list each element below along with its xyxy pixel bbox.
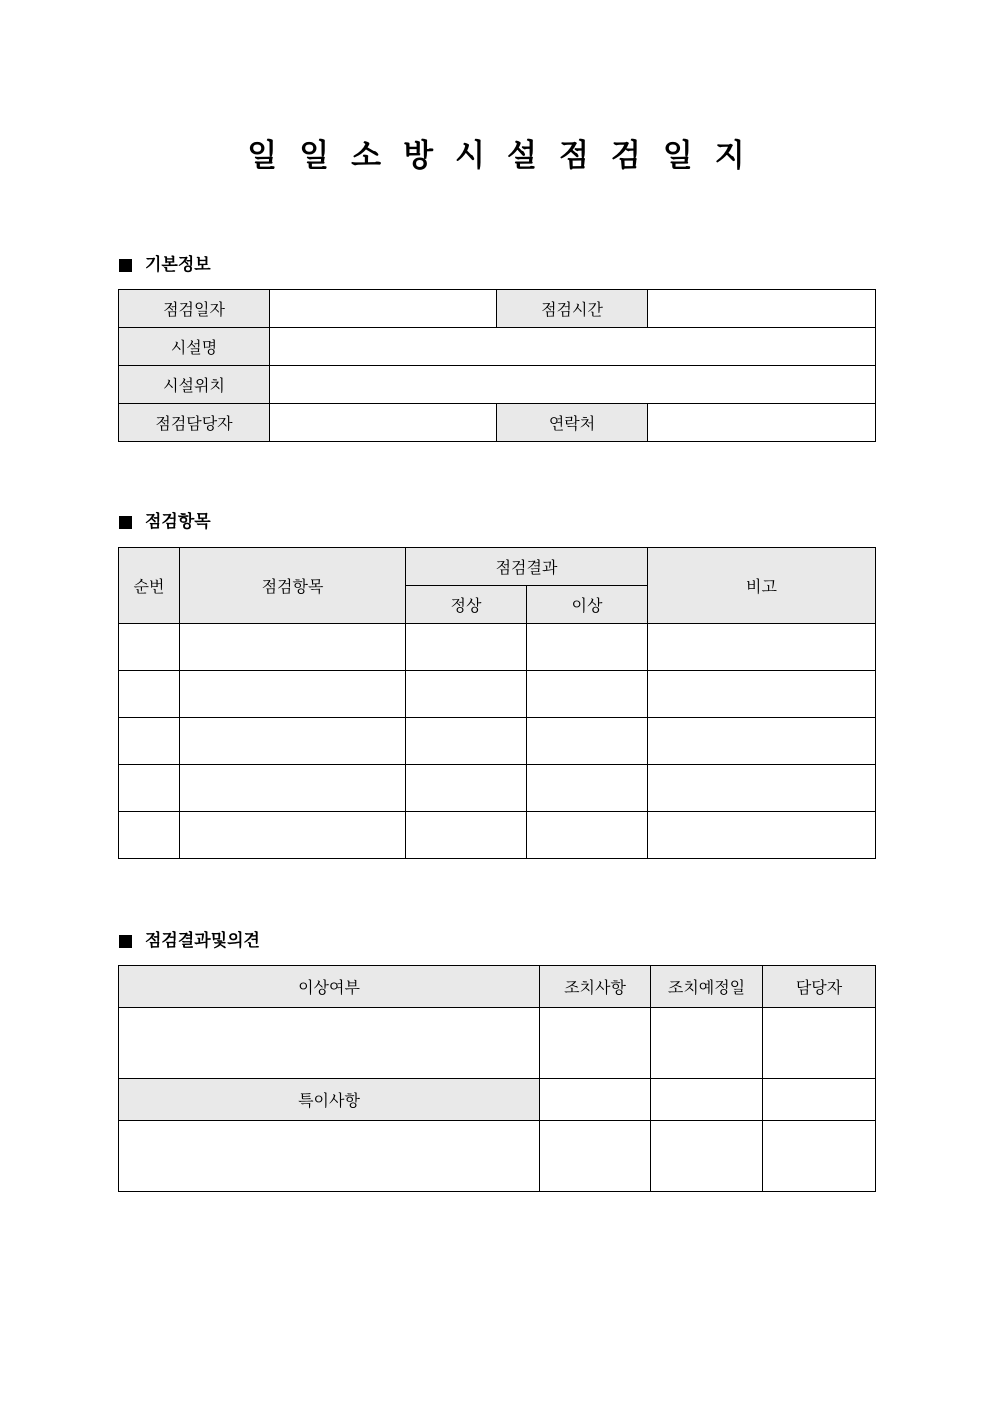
item-cell[interactable] (180, 624, 406, 671)
table-row (119, 671, 876, 718)
table-row (119, 765, 876, 812)
inspection-items-table (118, 547, 876, 859)
column-header-abnormal: 이상 (527, 586, 648, 624)
section-heading-basic-label: 기본정보 (145, 255, 211, 275)
special-notes-label: 특이사항 (119, 1079, 540, 1121)
table-row (119, 328, 876, 366)
abnormal-cell[interactable] (527, 671, 648, 718)
table-row (119, 290, 876, 328)
remarks-cell[interactable] (648, 812, 876, 859)
table-row (119, 812, 876, 859)
facility-location-field[interactable] (270, 366, 876, 404)
table-row (119, 624, 876, 671)
inspector-label: 점검담당자 (119, 404, 270, 442)
normal-cell[interactable] (406, 718, 527, 765)
column-header-action: 조치사항 (540, 966, 651, 1008)
remarks-cell[interactable] (648, 765, 876, 812)
section-heading-items-label: 점검항목 (145, 512, 211, 532)
remarks-cell[interactable] (648, 718, 876, 765)
action-field[interactable] (540, 1079, 651, 1121)
table-header-row (119, 548, 876, 586)
remarks-cell[interactable] (648, 671, 876, 718)
column-header-remarks: 비고 (648, 548, 876, 624)
abnormal-cell[interactable] (527, 765, 648, 812)
table-row (119, 1121, 876, 1192)
person-field[interactable] (763, 1008, 876, 1079)
table-row (119, 366, 876, 404)
abnormal-cell[interactable] (527, 812, 648, 859)
action-date-field[interactable] (651, 1008, 763, 1079)
person-field[interactable] (763, 1079, 876, 1121)
table-header-row (119, 966, 876, 1008)
result-opinion-table (118, 965, 876, 1192)
item-cell[interactable] (180, 671, 406, 718)
action-field[interactable] (540, 1008, 651, 1079)
table-row (119, 718, 876, 765)
square-bullet-icon (119, 516, 132, 529)
column-header-no: 순번 (119, 548, 180, 624)
page-title: 일일소방시설점검일지 (247, 138, 767, 174)
remarks-cell[interactable] (648, 624, 876, 671)
inspector-field[interactable] (270, 404, 497, 442)
table-row (119, 1008, 876, 1079)
section-heading-result-label: 점검결과및의견 (145, 931, 260, 951)
column-header-person: 담당자 (763, 966, 876, 1008)
facility-name-field[interactable] (270, 328, 876, 366)
item-cell[interactable] (180, 718, 406, 765)
item-cell[interactable] (180, 765, 406, 812)
column-header-result: 점검결과 (406, 548, 648, 586)
facility-name-label: 시설명 (119, 328, 270, 366)
action-field[interactable] (540, 1121, 651, 1192)
table-row (119, 1079, 876, 1121)
section-heading-items (119, 511, 211, 533)
table-row (119, 404, 876, 442)
contact-field[interactable] (648, 404, 876, 442)
abnormal-cell[interactable] (527, 718, 648, 765)
column-header-abnormality: 이상여부 (119, 966, 540, 1008)
section-heading-basic (119, 254, 211, 276)
square-bullet-icon (119, 259, 132, 272)
square-bullet-icon (119, 935, 132, 948)
section-heading-result (119, 930, 260, 952)
basic-info-table (118, 289, 876, 442)
inspection-date-label: 점검일자 (119, 290, 270, 328)
column-header-normal: 정상 (406, 586, 527, 624)
inspection-time-label: 점검시간 (497, 290, 648, 328)
inspection-time-field[interactable] (648, 290, 876, 328)
normal-cell[interactable] (406, 812, 527, 859)
inspection-date-field[interactable] (270, 290, 497, 328)
column-header-action-date: 조치예정일 (651, 966, 763, 1008)
normal-cell[interactable] (406, 624, 527, 671)
no-cell[interactable] (119, 765, 180, 812)
normal-cell[interactable] (406, 765, 527, 812)
person-field[interactable] (763, 1121, 876, 1192)
no-cell[interactable] (119, 812, 180, 859)
no-cell[interactable] (119, 718, 180, 765)
contact-label: 연락처 (497, 404, 648, 442)
normal-cell[interactable] (406, 671, 527, 718)
abnormality-field[interactable] (119, 1008, 540, 1079)
abnormal-cell[interactable] (527, 624, 648, 671)
column-header-item: 점검항목 (180, 548, 406, 624)
special-notes-field[interactable] (119, 1121, 540, 1192)
action-date-field[interactable] (651, 1079, 763, 1121)
no-cell[interactable] (119, 671, 180, 718)
no-cell[interactable] (119, 624, 180, 671)
action-date-field[interactable] (651, 1121, 763, 1192)
facility-location-label: 시설위치 (119, 366, 270, 404)
item-cell[interactable] (180, 812, 406, 859)
